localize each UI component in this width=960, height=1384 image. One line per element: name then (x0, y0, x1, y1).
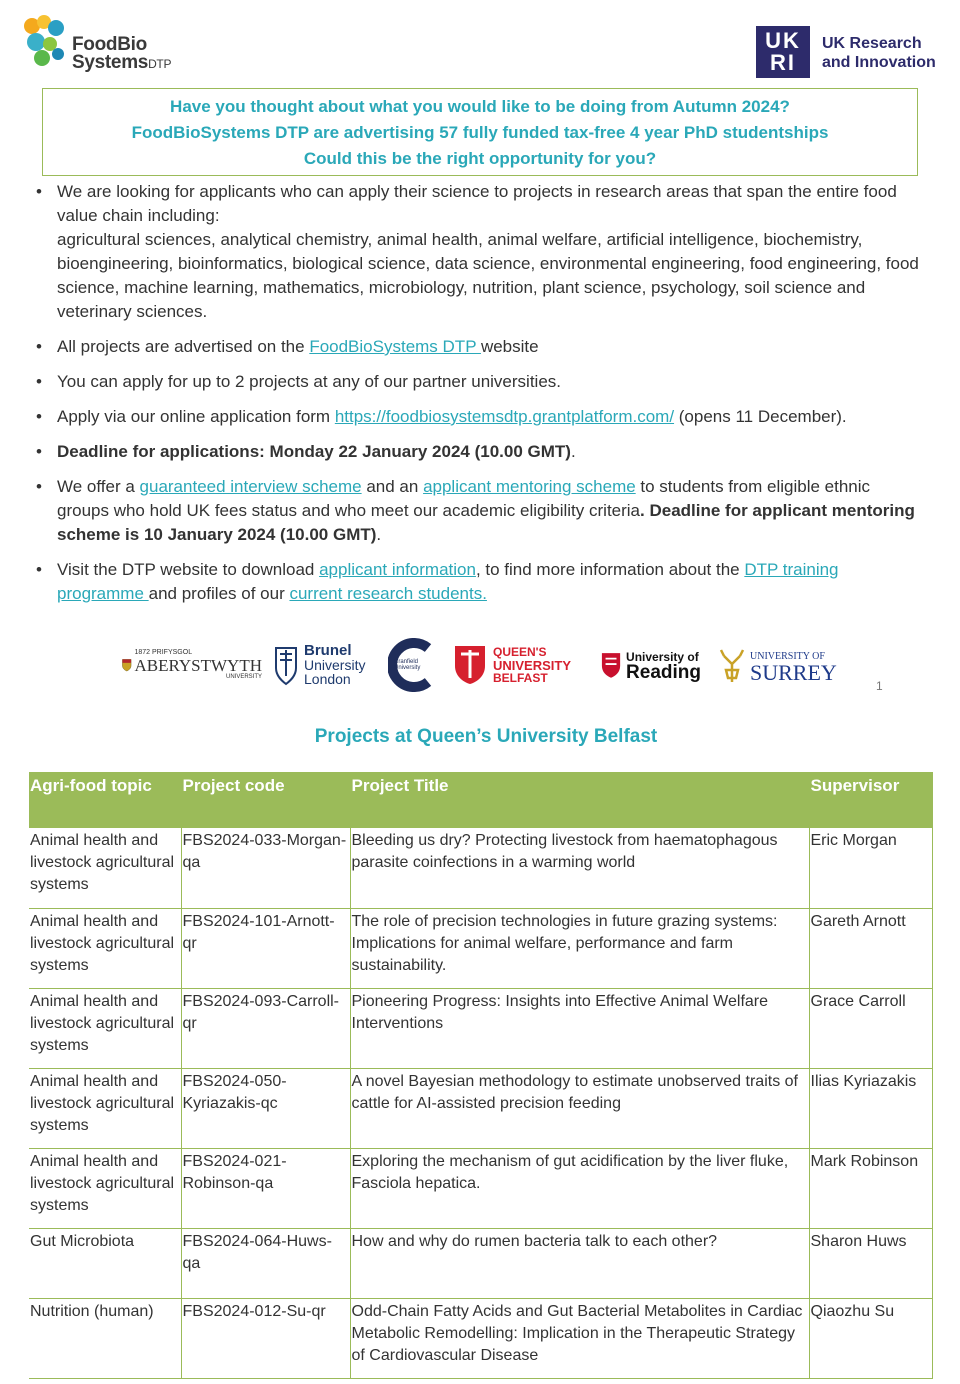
table-row (29, 1228, 932, 1298)
queens-line1: QUEEN'S (493, 644, 547, 659)
cell-topic: Gut Microbiota (29, 1228, 181, 1298)
research-areas-intro: • We are looking for applicants who can apply their science to projects in research areas that span the entire food value chain including: (57, 182, 897, 225)
cell-supervisor: Eric Morgan (809, 828, 932, 908)
schemes-text: We offer a (57, 477, 140, 496)
cell-title: A novel Bayesian methodology to estimate unobserved traits of cattle for AI-assisted precision feeding (350, 1068, 809, 1148)
fbs-logo-line2: Systems (72, 52, 149, 73)
header-supervisor: Supervisor (809, 772, 932, 828)
apply-online-text: Apply via our online application form (57, 407, 335, 426)
aberystwyth-small-text: 1872 PRIFYSGOL (134, 649, 193, 656)
callout-line2: FoodBioSystems DTP are advertising 57 fully funded tax-free 4 year PhD studentships (131, 123, 829, 142)
cell-code: FBS2024-033-Morgan-qa (181, 828, 350, 908)
cell-title: The role of precision technologies in future grazing systems: Implications for animal welfare, performance and farm sustainability. (350, 908, 809, 988)
cell-code: FBS2024-093-Carroll-qr (181, 988, 350, 1068)
cell-topic: Nutrition (human) (29, 1298, 181, 1378)
cell-title: How and why do rumen bacteria talk to each other? (350, 1228, 809, 1298)
header-title: Project Title (350, 772, 809, 828)
brunel-line2: University (304, 657, 366, 673)
research-areas-list: agricultural sciences, analytical chemistry, animal health, animal welfare, artificial intelligence, biochemistry, bioengineering, bioinformatics, biological science, data science, environmental engineering, food engineering, food science, machine learning, mathematics, microbiology, nutrition, plant science, psychology, soil science and veterinary sciences. (57, 230, 919, 321)
cell-code: FBS2024-101-Arnott-qr (181, 908, 350, 988)
visit-text: Visit the DTP website to download (57, 560, 320, 579)
dtp-training-programme-link[interactable]: DTP training programme (57, 560, 839, 603)
cell-code: FBS2024-064-Huws-qa (181, 1228, 350, 1298)
projects-advertised-text: All projects are advertised on the (57, 337, 310, 356)
cranfield-logo (388, 640, 438, 690)
bullet-projects-advertised (36, 335, 926, 359)
reading-logo (601, 640, 701, 690)
cell-supervisor: Qiaozhu Su (809, 1298, 932, 1378)
aberystwyth-logo (122, 640, 262, 690)
mentoring-deadline-text: . Deadline for applicant mentoring scheme is 10 January 2024 (10.00 GMT) (57, 501, 915, 544)
cell-title: Odd-Chain Fatty Acids and Gut Bacterial Metabolites in Cardiac Metabolic Remodelling: Implication in the Therapeutic Strategy of Cardiovascular Disease (350, 1298, 809, 1378)
table-header-row (29, 772, 932, 828)
page-number: 1 (876, 679, 883, 693)
table-row (29, 1068, 932, 1148)
queens-crest-icon (453, 644, 487, 686)
bullet-deadline (36, 440, 926, 464)
application-form-link[interactable]: https://foodbiosystemsdtp.grantplatform.com/ (334, 407, 675, 426)
cell-title: Bleeding us dry? Protecting livestock from haematophagous parasite coinfections in a warming world (350, 828, 809, 908)
schemes-text-mid: and an (361, 477, 424, 496)
cell-supervisor: Ilias Kyriazakis (809, 1068, 932, 1148)
partner-university-logos (120, 640, 860, 694)
table-row (29, 988, 932, 1068)
cell-supervisor: Grace Carroll (809, 988, 932, 1068)
surrey-stag-icon (718, 646, 746, 684)
info-bullet-list (36, 180, 926, 617)
aberystwyth-name: ABERYSTWYTH (134, 656, 262, 675)
queens-line2: UNIVERSITY (493, 657, 572, 673)
applicant-mentoring-link[interactable]: applicant mentoring scheme (423, 477, 636, 496)
aberystwyth-sub: UNIVERSITY (225, 674, 262, 680)
deadline-text: Deadline for applications: Monday 22 January 2024 (10.00 GMT) (57, 442, 571, 461)
table-row (29, 1148, 932, 1228)
cranfield-line2: University (394, 665, 421, 671)
bullet-apply-online (36, 405, 926, 429)
cell-topic: Animal health and livestock agricultural systems (29, 1148, 181, 1228)
queens-belfast-logo (453, 640, 573, 690)
table-row (29, 1298, 932, 1378)
ukri-line2: and Innovation (822, 54, 936, 71)
ukri-logo-text (822, 34, 936, 72)
current-research-students-link[interactable]: current research students. (289, 584, 487, 603)
bullet-visit-website (36, 558, 926, 606)
header-code: Project code (181, 772, 350, 828)
cell-code: FBS2024-012-Su-qr (181, 1298, 350, 1378)
brunel-crest-icon (274, 644, 298, 686)
reading-line2: Reading (626, 662, 701, 683)
cell-supervisor: Sharon Huws (809, 1228, 932, 1298)
apply-limit-text: You can apply for up to 2 projects at any of our partner universities. (57, 372, 561, 391)
projects-table (29, 772, 933, 1379)
visit-text-mid2: and profiles of our (148, 584, 290, 603)
fbs-logo-line1: FoodBio (72, 34, 147, 55)
callout-line3: Could this be the right opportunity for you? (303, 149, 657, 168)
brunel-line1: Brunel (304, 642, 352, 659)
guaranteed-interview-link[interactable]: guaranteed interview scheme (139, 477, 362, 496)
cell-code: FBS2024-021-Robinson-qa (181, 1148, 350, 1228)
surrey-line1: UNIVERSITY OF (750, 651, 825, 662)
schemes-text-post: to students from eligible ethnic groups who hold UK fees status and who meet our academic eligibility criteria (57, 477, 871, 520)
bullet-apply-limit (36, 370, 926, 394)
schemes-text-end: . (376, 525, 382, 544)
cell-supervisor: Mark Robinson (809, 1148, 932, 1228)
bullet-schemes (36, 475, 926, 547)
ukri-logo (756, 26, 946, 80)
cell-topic: Animal health and livestock agricultural systems (29, 908, 181, 988)
ukri-line1: UK Research (822, 35, 922, 52)
brunel-logo (274, 640, 374, 690)
queens-line3: BELFAST (493, 670, 548, 685)
callout-line1: Have you thought about what you would like to be doing from Autumn 2024? (170, 97, 790, 116)
brunel-line3: London (304, 671, 351, 687)
ukri-mark: UK RI (756, 26, 810, 78)
fbs-logo-suffix: DTP (148, 57, 172, 71)
surrey-logo (718, 640, 838, 690)
foodbiosystems-logo-icon (22, 14, 72, 70)
apply-online-text-end: (opens 11 December). (674, 407, 847, 426)
header-topic: Agri-food topic (29, 772, 181, 828)
foodbiosystems-logo (22, 14, 182, 76)
cell-topic: Animal health and livestock agricultural systems (29, 1068, 181, 1148)
foodbiosystems-logo-text (72, 36, 171, 73)
cell-topic: Animal health and livestock agricultural systems (29, 988, 181, 1068)
reading-line1: University of (626, 650, 699, 664)
bullet-research-areas (36, 180, 926, 324)
cell-supervisor: Gareth Arnott (809, 908, 932, 988)
cell-title: Pioneering Progress: Insights into Effective Animal Welfare Interventions (350, 988, 809, 1068)
cell-title: Exploring the mechanism of gut acidification by the liver fluke, Fasciola hepatica. (350, 1148, 809, 1228)
cranfield-line1: Cranfield (394, 659, 419, 665)
table-row (29, 828, 932, 908)
reading-crest-icon (601, 650, 621, 680)
deadline-text-end: . (570, 442, 576, 461)
surrey-line2: SURREY (750, 660, 837, 685)
visit-text-mid: , to find more information about the (475, 560, 745, 579)
aberystwyth-crest-icon (122, 650, 132, 680)
callout-box (42, 88, 918, 176)
cell-code: FBS2024-050-Kyriazakis-qc (181, 1068, 350, 1148)
applicant-information-link[interactable]: applicant information (319, 560, 476, 579)
section-title: Projects at Queen’s University Belfast (314, 726, 658, 747)
cell-topic: Animal health and livestock agricultural systems (29, 828, 181, 908)
foodbiosystems-dtp-link[interactable]: FoodBioSystems DTP (309, 337, 481, 356)
table-row (29, 908, 932, 988)
projects-advertised-text-end: website (480, 337, 539, 356)
